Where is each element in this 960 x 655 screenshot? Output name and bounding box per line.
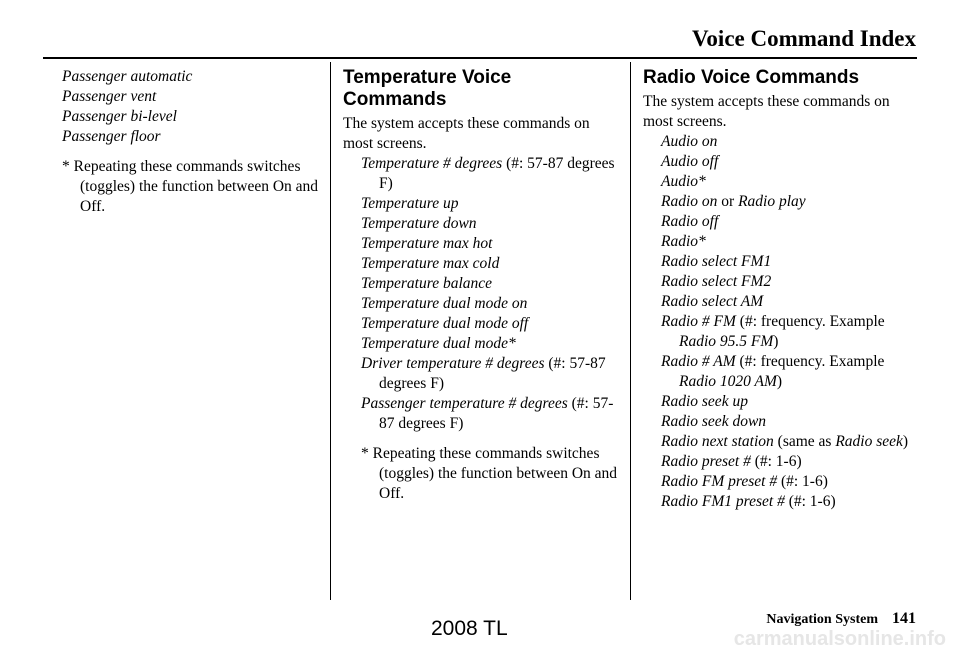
model-watermark: 2008 TL <box>431 617 508 640</box>
command-text: Radio select AM <box>661 293 764 310</box>
command-item <box>343 274 618 294</box>
list-item: Passenger bi-level <box>62 108 177 125</box>
command-note: (#: 1-6) <box>777 473 828 490</box>
footer-label: Navigation System <box>766 612 878 627</box>
command-item <box>343 294 618 314</box>
command-item <box>343 334 618 354</box>
command-item <box>643 212 923 232</box>
command-item <box>343 154 618 194</box>
list-item: Passenger automatic <box>62 68 193 85</box>
command-note: (#: 57-87 degrees F) <box>379 395 614 432</box>
command-text: Radio seek up <box>661 393 748 410</box>
command-text: Temperature dual mode off <box>361 315 529 332</box>
toggle-note: * Repeating these commands switches (toggles) the function between On and Off. <box>361 445 618 502</box>
column-right <box>643 67 923 512</box>
command-item <box>343 314 618 334</box>
column-divider <box>330 62 331 600</box>
command-item <box>643 352 923 392</box>
command-item <box>343 354 618 394</box>
command-note: ) <box>773 333 779 350</box>
command-item <box>343 234 618 254</box>
command-item <box>643 432 923 452</box>
command-text: Temperature down <box>361 215 477 232</box>
command-text: Radio 1020 AM <box>679 373 777 390</box>
command-note: or <box>717 193 739 210</box>
command-item <box>643 492 923 512</box>
command-item <box>643 132 923 152</box>
command-note: (#: 1-6) <box>750 453 802 470</box>
command-text: Radio FM1 preset # <box>661 493 785 510</box>
toggle-note: * Repeating these commands switches (toggles) the function between On and Off. <box>62 158 319 215</box>
command-text: Radio play <box>738 193 806 210</box>
column-divider <box>630 62 631 600</box>
command-text: Audio on <box>661 133 718 150</box>
column-middle <box>343 67 618 504</box>
page-number: 141 <box>892 610 916 627</box>
command-text: Radio off <box>661 213 719 230</box>
command-note: (#: 57-87 degrees F) <box>379 355 606 392</box>
command-text: Temperature up <box>361 195 459 212</box>
header-rule <box>43 57 917 59</box>
command-item <box>643 472 923 492</box>
command-text: Audio off <box>661 153 719 170</box>
command-text: Radio 95.5 FM <box>679 333 774 350</box>
command-item <box>643 172 923 192</box>
command-item <box>643 292 923 312</box>
command-item <box>643 272 923 292</box>
command-item <box>643 252 923 272</box>
command-item <box>643 312 923 352</box>
command-text: Radio # FM <box>661 313 736 330</box>
command-text: Radio select FM1 <box>661 253 772 270</box>
page-title: Voice Command Index <box>691 26 916 51</box>
command-text: Driver temperature # degrees <box>361 355 545 372</box>
command-item <box>343 214 618 234</box>
command-text: Temperature dual mode on <box>361 295 528 312</box>
command-note: ) <box>902 433 909 450</box>
column-left <box>62 67 320 217</box>
command-item <box>643 152 923 172</box>
command-note: (#: frequency. Example <box>735 313 885 330</box>
command-note: (#: frequency. Example <box>735 353 885 370</box>
command-note: (#: 57-87 degrees F) <box>379 155 615 192</box>
command-item <box>343 194 618 214</box>
command-item <box>643 192 923 212</box>
command-text: Radio seek <box>835 433 903 450</box>
site-watermark: carmanualsonline.info <box>733 628 946 650</box>
command-item <box>343 394 618 434</box>
command-item <box>643 232 923 252</box>
command-text: Radio seek down <box>661 413 767 430</box>
section-intro: The system accepts these commands on most screens. <box>343 115 590 152</box>
command-text: Audio* <box>661 173 706 190</box>
command-text: Temperature max cold <box>361 255 500 272</box>
command-text: Radio preset # <box>661 453 751 470</box>
command-note: (#: 1-6) <box>784 493 836 510</box>
command-text: Temperature max hot <box>361 235 493 252</box>
command-text: Temperature # degrees <box>361 155 503 172</box>
command-item <box>643 412 923 432</box>
command-text: Radio next station <box>661 433 774 450</box>
command-text: Radio FM preset # <box>661 473 778 490</box>
section-heading-temperature: Temperature Voice Commands <box>343 67 512 110</box>
command-text: Radio* <box>661 233 706 250</box>
command-text: Temperature balance <box>361 275 493 292</box>
list-item: Passenger floor <box>62 128 161 145</box>
list-item: Passenger vent <box>62 88 157 105</box>
section-heading-radio: Radio Voice Commands <box>643 67 860 88</box>
command-item <box>343 254 618 274</box>
command-item <box>643 392 923 412</box>
command-text: Temperature dual mode* <box>361 335 516 352</box>
command-item <box>643 452 923 472</box>
command-text: Radio on <box>661 193 718 210</box>
command-text: Passenger temperature # degrees <box>361 395 568 412</box>
command-note: (same as <box>773 433 836 450</box>
section-intro: The system accepts these commands on most screens. <box>643 93 890 130</box>
command-text: Radio select FM2 <box>661 273 772 290</box>
command-text: Radio # AM <box>661 353 736 370</box>
command-note: ) <box>776 373 783 390</box>
